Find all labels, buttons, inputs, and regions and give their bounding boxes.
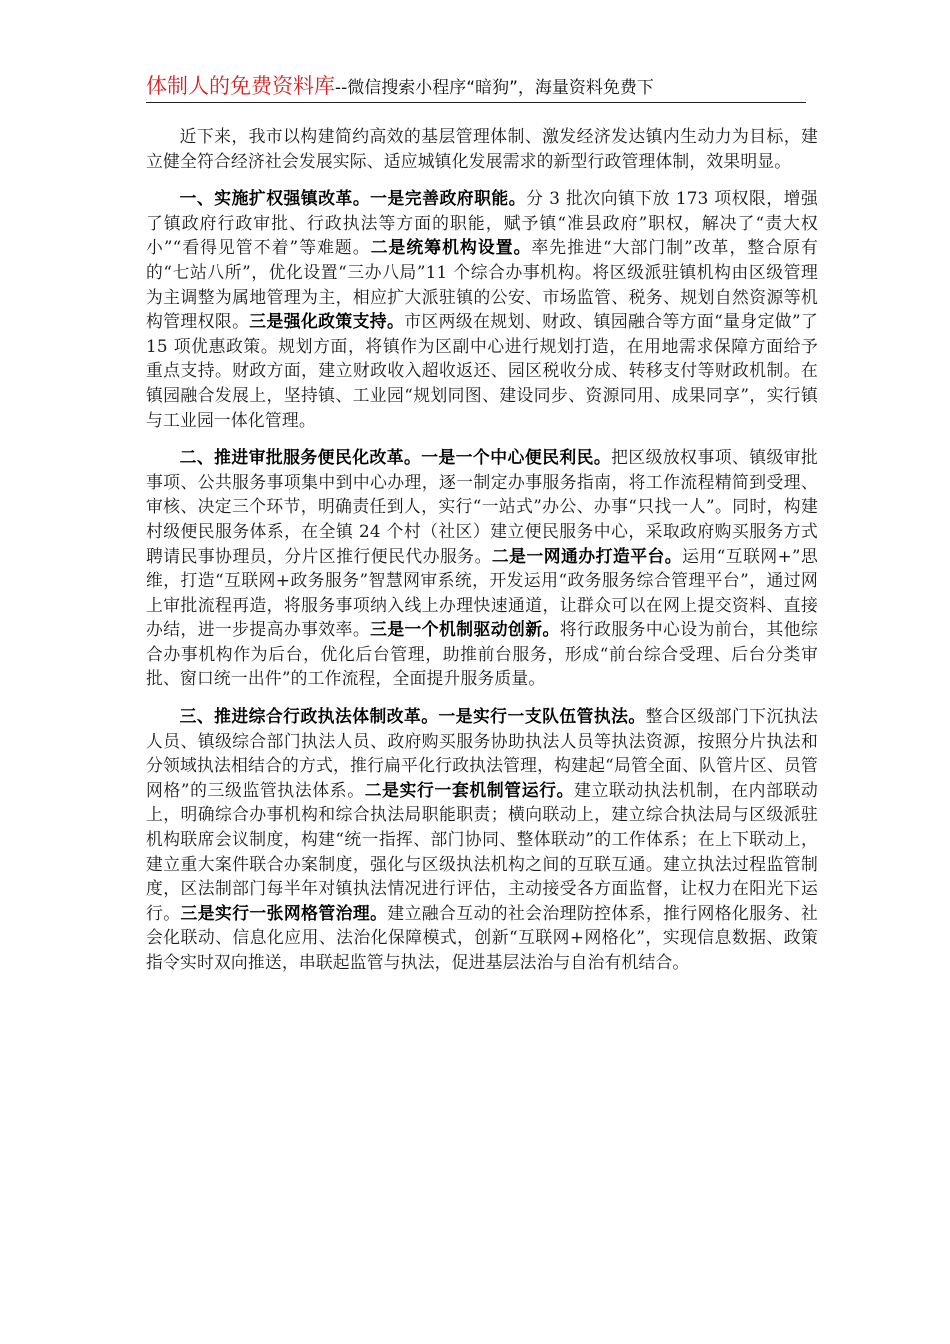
text-run: 将行政服务中心设为前台，其他综合办事机构作为后台，优化后台管理，助推前台服务，形成“前台综合受理、后台分类审批、窗口统一出件”的工作流程，全面提升服务质量。	[146, 619, 818, 689]
paragraph-section-2	[146, 445, 818, 691]
bold-heading: 二、推进审批服务便民化改革。一是一个中心便民利民。	[179, 447, 612, 468]
bold-heading: 三是强化政策支持。	[249, 311, 405, 332]
text-run: 分 3 批次向镇下放 173 项权限，增强了镇政府行政审批、行政执法等方面的职能，赋予镇“准县政府”职权，解决了“责大权小”“看得见管不着”等难题。	[146, 188, 818, 258]
paragraph-intro	[146, 124, 818, 173]
bold-heading: 二是统筹机构设置。	[370, 237, 532, 258]
bold-heading: 三是实行一张网格管治理。	[180, 902, 388, 923]
header-tagline: --微信搜索小程序“暗狗”，海量资料免费下	[335, 78, 654, 98]
document-body	[146, 124, 818, 988]
brand-title: 体制人的免费资料库	[146, 74, 335, 98]
bold-heading: 三、推进综合行政执法体制改革。一是实行一支队伍管执法。	[179, 706, 646, 727]
bold-heading: 三是一个机制驱动创新。	[370, 619, 560, 640]
paragraph-section-1	[146, 186, 818, 432]
text-run: 把区级放权事项、镇级审批事项、公共服务事项集中到中心办理，逐一制定办事服务指南，将工作流程精简到受理、审核、决定三个环节，明确责任到人，实行“一站式”办公、办事“只找一人”。同时，构建村级便民服务体系，在全镇 24 个村（社区）建立便民服务中心，采取政府购买服务方式聘请民事协理员，分片区推行便民代办服务。	[146, 447, 818, 566]
bold-heading: 一、实施扩权强镇改革。一是完善政府职能。	[179, 188, 527, 209]
bold-heading: 二是实行一套机制管运行。	[364, 779, 575, 800]
bold-heading: 二是一网通办打造平台。	[491, 545, 683, 566]
text-run: 建立融合互动的社会治理防控体系，推行网格化服务、社会化联动、信息化应用、法治化保障模式，创新“互联网+网格化”，实现信息数据、政策指令实时双向推送，串联起监管与执法，促进基层法治与自治有机结合。	[146, 902, 818, 972]
text-run: 率先推进“大部门制”改革，整合原有的“七站八所”，优化设置“三办八局”11 个综合办事机构。将区级派驻镇机构由区级管理为主调整为属地管理为主，相应扩大派驻镇的公安、市场监管、税务、规划自然资源等机构管理权限。	[146, 237, 818, 332]
text-run: 建立联动执法机制，在内部联动上，明确综合办事机构和综合执法局职能职责；横向联动上，建立综合执法局与区级派驻机构联席会议制度，构建“统一指挥、部门协同、整体联动”的工作体系；在上下联动上，建立重大案件联合办案制度，强化与区级执法机构之间的互联互通。建立执法过程监管制度，区法制部门每半年对镇执法情况进行评估，主动接受各方面监督，让权力在阳光下运行。	[146, 779, 818, 923]
page-header	[146, 70, 806, 103]
text-run: 整合区级部门下沉执法人员、镇级综合部门执法人员、政府购买服务协助执法人员等执法资源，按照分片执法和分领域执法相结合的方式，推行扁平化行政执法管理，构建起“局管全面、队管片区、员管网格”的三级监管执法体系。	[146, 706, 818, 800]
text-run: 近下来，我市以构建简约高效的基层管理体制、激发经济发达镇内生动力为目标，建立健全符合经济社会发展实际、适应城镇化发展需求的新型行政管理体制，效果明显。	[146, 126, 818, 171]
text-run: 市区两级在规划、财政、镇园融合等方面“量身定做”了 15 项优惠政策。规划方面，将镇作为区副中心进行规划打造，在用地需求保障方面给予重点支持。财政方面，建立财政收入超收返还、园区税收分成、转移支付等财政机制。在镇园融合发展上，坚持镇、工业园“规划同图、建设同步、资源同用、成果同享”，实行镇与工业园一体化管理。	[146, 311, 818, 430]
text-run: 运用“互联网+”思维，打造“互联网+政务服务”智慧网审系统，开发运用“政务服务综合管理平台”，通过网上审批流程再造，将服务事项纳入线上办理快速通道，让群众可以在网上提交资料、直接办结，进一步提高办事效率。	[146, 545, 818, 640]
paragraph-section-3	[146, 704, 818, 975]
